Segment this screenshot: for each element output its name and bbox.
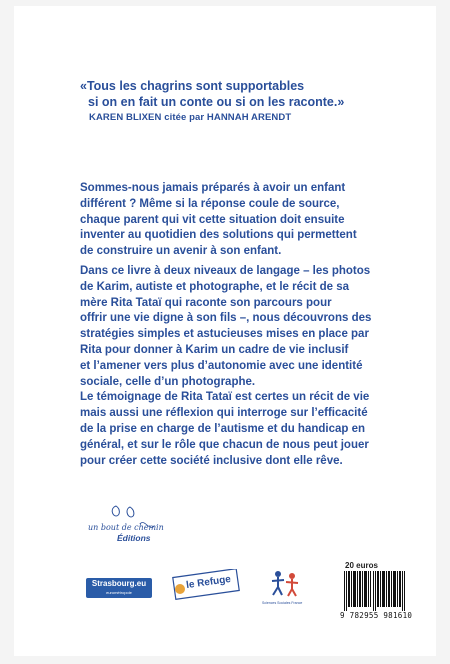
text-line: général, et sur le rôle que chacun de nous peut jouer (80, 438, 369, 451)
quote-author: KAREN BLIXEN citée par HANNAH ARENDT (89, 112, 292, 123)
text-line: pour créer cette société inclusive dont elle rêve. (80, 454, 343, 467)
text-line: chaque parent qui vit cette situation doit ensuite (80, 213, 345, 226)
sponsor-strasbourg-sub: eurométropole (106, 590, 132, 595)
sponsor-strasbourg-logo (86, 578, 152, 598)
text-line: Le témoignage de Rita Tataï est certes un récit de vie (80, 391, 370, 404)
text-line: de la prise en charge de l’autisme et du handicap en (80, 422, 366, 435)
text-line: Dans ce livre à deux niveaux de langage – les photos (80, 265, 371, 277)
text-line: sociale, celle d’un photographe. (80, 375, 256, 388)
text-line: mère Rita Tataï qui raconte son parcours pour (80, 296, 332, 309)
svg-text:Sciences Sociales France: Sciences Sociales France (262, 601, 303, 605)
price-label: 20 euros (345, 561, 378, 570)
text-line: inventer au quotidien des solutions qui permettent (80, 229, 357, 242)
publisher-logo-icon (88, 504, 188, 552)
text-line: mais aussi une réflexion qui interroge sur l’efficacité (80, 407, 368, 420)
paragraph-description (80, 264, 380, 469)
text-line: Sommes-nous jamais préparés à avoir un enfant (80, 182, 346, 194)
text-line: Rita pour donner à Karim un cadre de vie inclusif (80, 343, 349, 356)
sponsor-figures-logo-icon (260, 567, 310, 607)
text-line: de construire un avenir à son enfant. (80, 245, 282, 258)
quote-line-1: «Tous les chagrins sont supportables (80, 79, 305, 93)
isbn-barcode-icon (344, 571, 406, 611)
text-line: et l’amener vers plus d’autonomie avec une identité (80, 359, 363, 372)
text-line: de Karim, autiste et photographe, et le récit de sa (80, 280, 350, 293)
sponsor-strasbourg-name: Strasbourg.eu (91, 579, 147, 588)
svg-text:un bout de chemin: un bout de chemin (88, 523, 164, 532)
sponsor-refuge-name: le Refuge (185, 573, 232, 592)
text-line: offrir une vie digne à son fils –, nous découvrons des (80, 312, 372, 325)
paragraph-intro (80, 181, 380, 260)
publisher-editions-label: Éditions (117, 533, 151, 543)
text-line: stratégies simples et astucieuses mises en place par (80, 328, 369, 341)
epigraph-quote (80, 78, 380, 110)
text-line: différent ? Même si la réponse coule de source, (80, 197, 340, 210)
isbn-number: 9 782955 981610 (340, 611, 413, 620)
quote-line-2: si on en fait un conte ou si on les raconte.» (88, 95, 345, 109)
